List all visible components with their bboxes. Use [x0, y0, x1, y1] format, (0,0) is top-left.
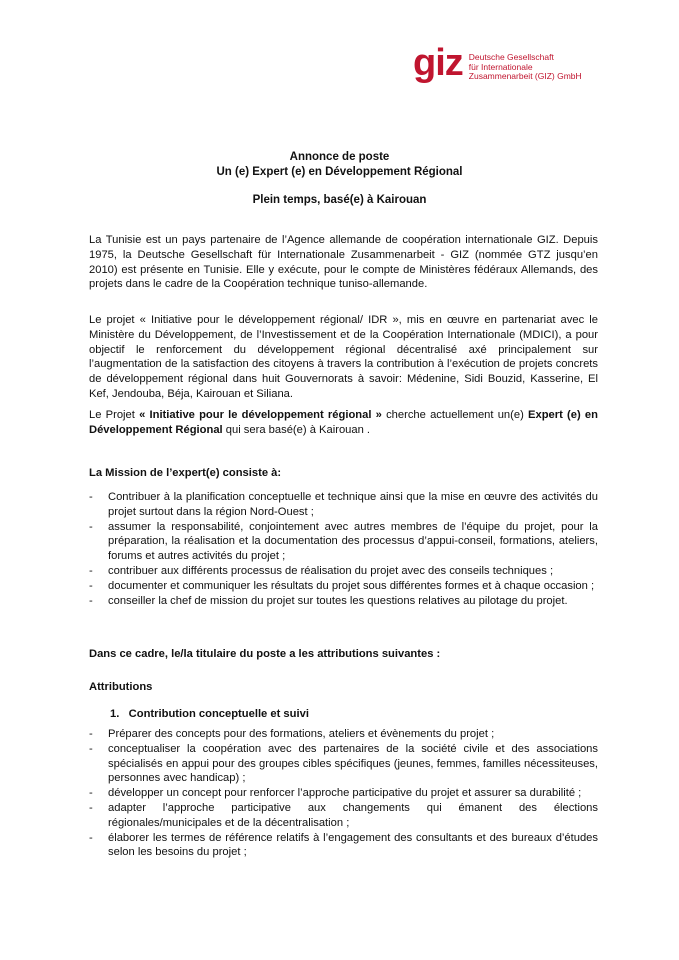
- header-position: Un (e) Expert (e) en Développement Régional: [216, 166, 463, 178]
- section-label: Contribution conceptuelle et suivi: [128, 708, 309, 720]
- giz-logo-mark: giz: [413, 42, 463, 84]
- mission-list: [89, 490, 598, 608]
- attributions-list: [89, 727, 598, 860]
- job-header: [0, 150, 679, 208]
- project-paragraph: Le projet « Initiative pour le développement régional/ IDR », mis en œuvre en partenariat avec le Ministère du Développement, de l’Investissement et de la Coopération Internationale (MDICI), a pour objectif le renforcement du développement régional décentralisé axé principalement sur l’augmentation de la satisfaction des citoyens à travers la contribution à l’exécution de projets concrets de développement régional dans huit Gouvernorats à savoir: Médenine, Sidi Bouzid, Kasserine, El Kef, Jendouba, Béja, Kairouan et Siliana.: [89, 314, 598, 400]
- mission-item: - assumer la responsabilité, conjointement avec autres membres de l’équipe du projet, pour la préparation, la réalisation et la documentation des processus d’appui-conseil, formations, ateliers, forums et autres activités du projet ;: [89, 520, 598, 564]
- search-position: Expert (e) en Développement Régional: [89, 409, 598, 436]
- attribution-item: - conceptualiser la coopération avec des partenaires de la société civile et des associations spécialisés en appui pour des groupes cibles spécifiques (jeunes, femmes, familles nécessiteuses, personnes avec handicap) ;: [89, 742, 598, 786]
- header-subtitle: Plein temps, basé(e) à Kairouan: [252, 194, 427, 206]
- mission-item: - Contribuer à la planification conceptuelle et technique ainsi que la mise en œuvre des activités du projet surtout dans la région Nord-Ouest ;: [89, 490, 598, 520]
- attributions-heading: Attributions: [89, 681, 153, 693]
- section-number: 1.: [110, 708, 120, 720]
- mission-heading: La Mission de l’expert(e) consiste à:: [89, 467, 282, 479]
- attribution-item: - développer un concept pour renforcer l’approche participative du projet et assurer sa durabilité ;: [89, 786, 598, 801]
- search-text: cherche actuellement un(e): [381, 409, 529, 421]
- giz-logo-text: [469, 53, 582, 82]
- search-paragraph: [89, 408, 598, 438]
- mission-item: - documenter et communiquer les résultats du projet sous différentes formes et à chaque occasion ;: [89, 579, 598, 594]
- attribution-item: - élaborer les termes de référence relatifs à l’engagement des consultants et des bureaux d’études selon les besoins du projet ;: [89, 831, 598, 861]
- search-text: Le Projet: [89, 409, 140, 421]
- attribution-item: - adapter l’approche participative aux changements qui émanent des élections régionales/municipales et de la décentralisation ;: [89, 801, 598, 831]
- giz-logo-line: für Internationale: [468, 61, 533, 72]
- section-title: [89, 707, 619, 722]
- intro-paragraph: La Tunisie est un pays partenaire de l’Agence allemande de coopération internationale GIZ. Depuis 1975, la Deutsche Gesellschaft für Internationale Zusammenarbeit - GIZ (nommée GTZ jusqu’en 2010) est présente en Tunisie. Elle y exécute, pour le compte de Ministères fédéraux Allemands, des projets dans le cadre de la Coopération technique tuniso-allemande.: [89, 234, 598, 291]
- header-title: Annonce de poste: [289, 151, 390, 163]
- frame-heading: Dans ce cadre, le/la titulaire du poste a les attributions suivantes :: [89, 648, 441, 660]
- mission-item: - conseiller la chef de mission du projet sur toutes les questions relatives au pilotage du projet.: [89, 594, 598, 609]
- giz-logo-line: Zusammenarbeit (GIZ) GmbH: [468, 71, 582, 81]
- attribution-item: - Préparer des concepts pour des formations, ateliers et évènements du projet ;: [89, 727, 598, 742]
- giz-logo-line: Deutsche Gesellschaft: [468, 52, 554, 62]
- search-text: qui sera basé(e) à Kairouan .: [222, 423, 371, 436]
- mission-item: - contribuer aux différents processus de réalisation du projet avec des conseils techniques ;: [89, 564, 598, 579]
- giz-logo: [413, 44, 582, 82]
- search-project-name: « Initiative pour le développement régional »: [139, 409, 382, 421]
